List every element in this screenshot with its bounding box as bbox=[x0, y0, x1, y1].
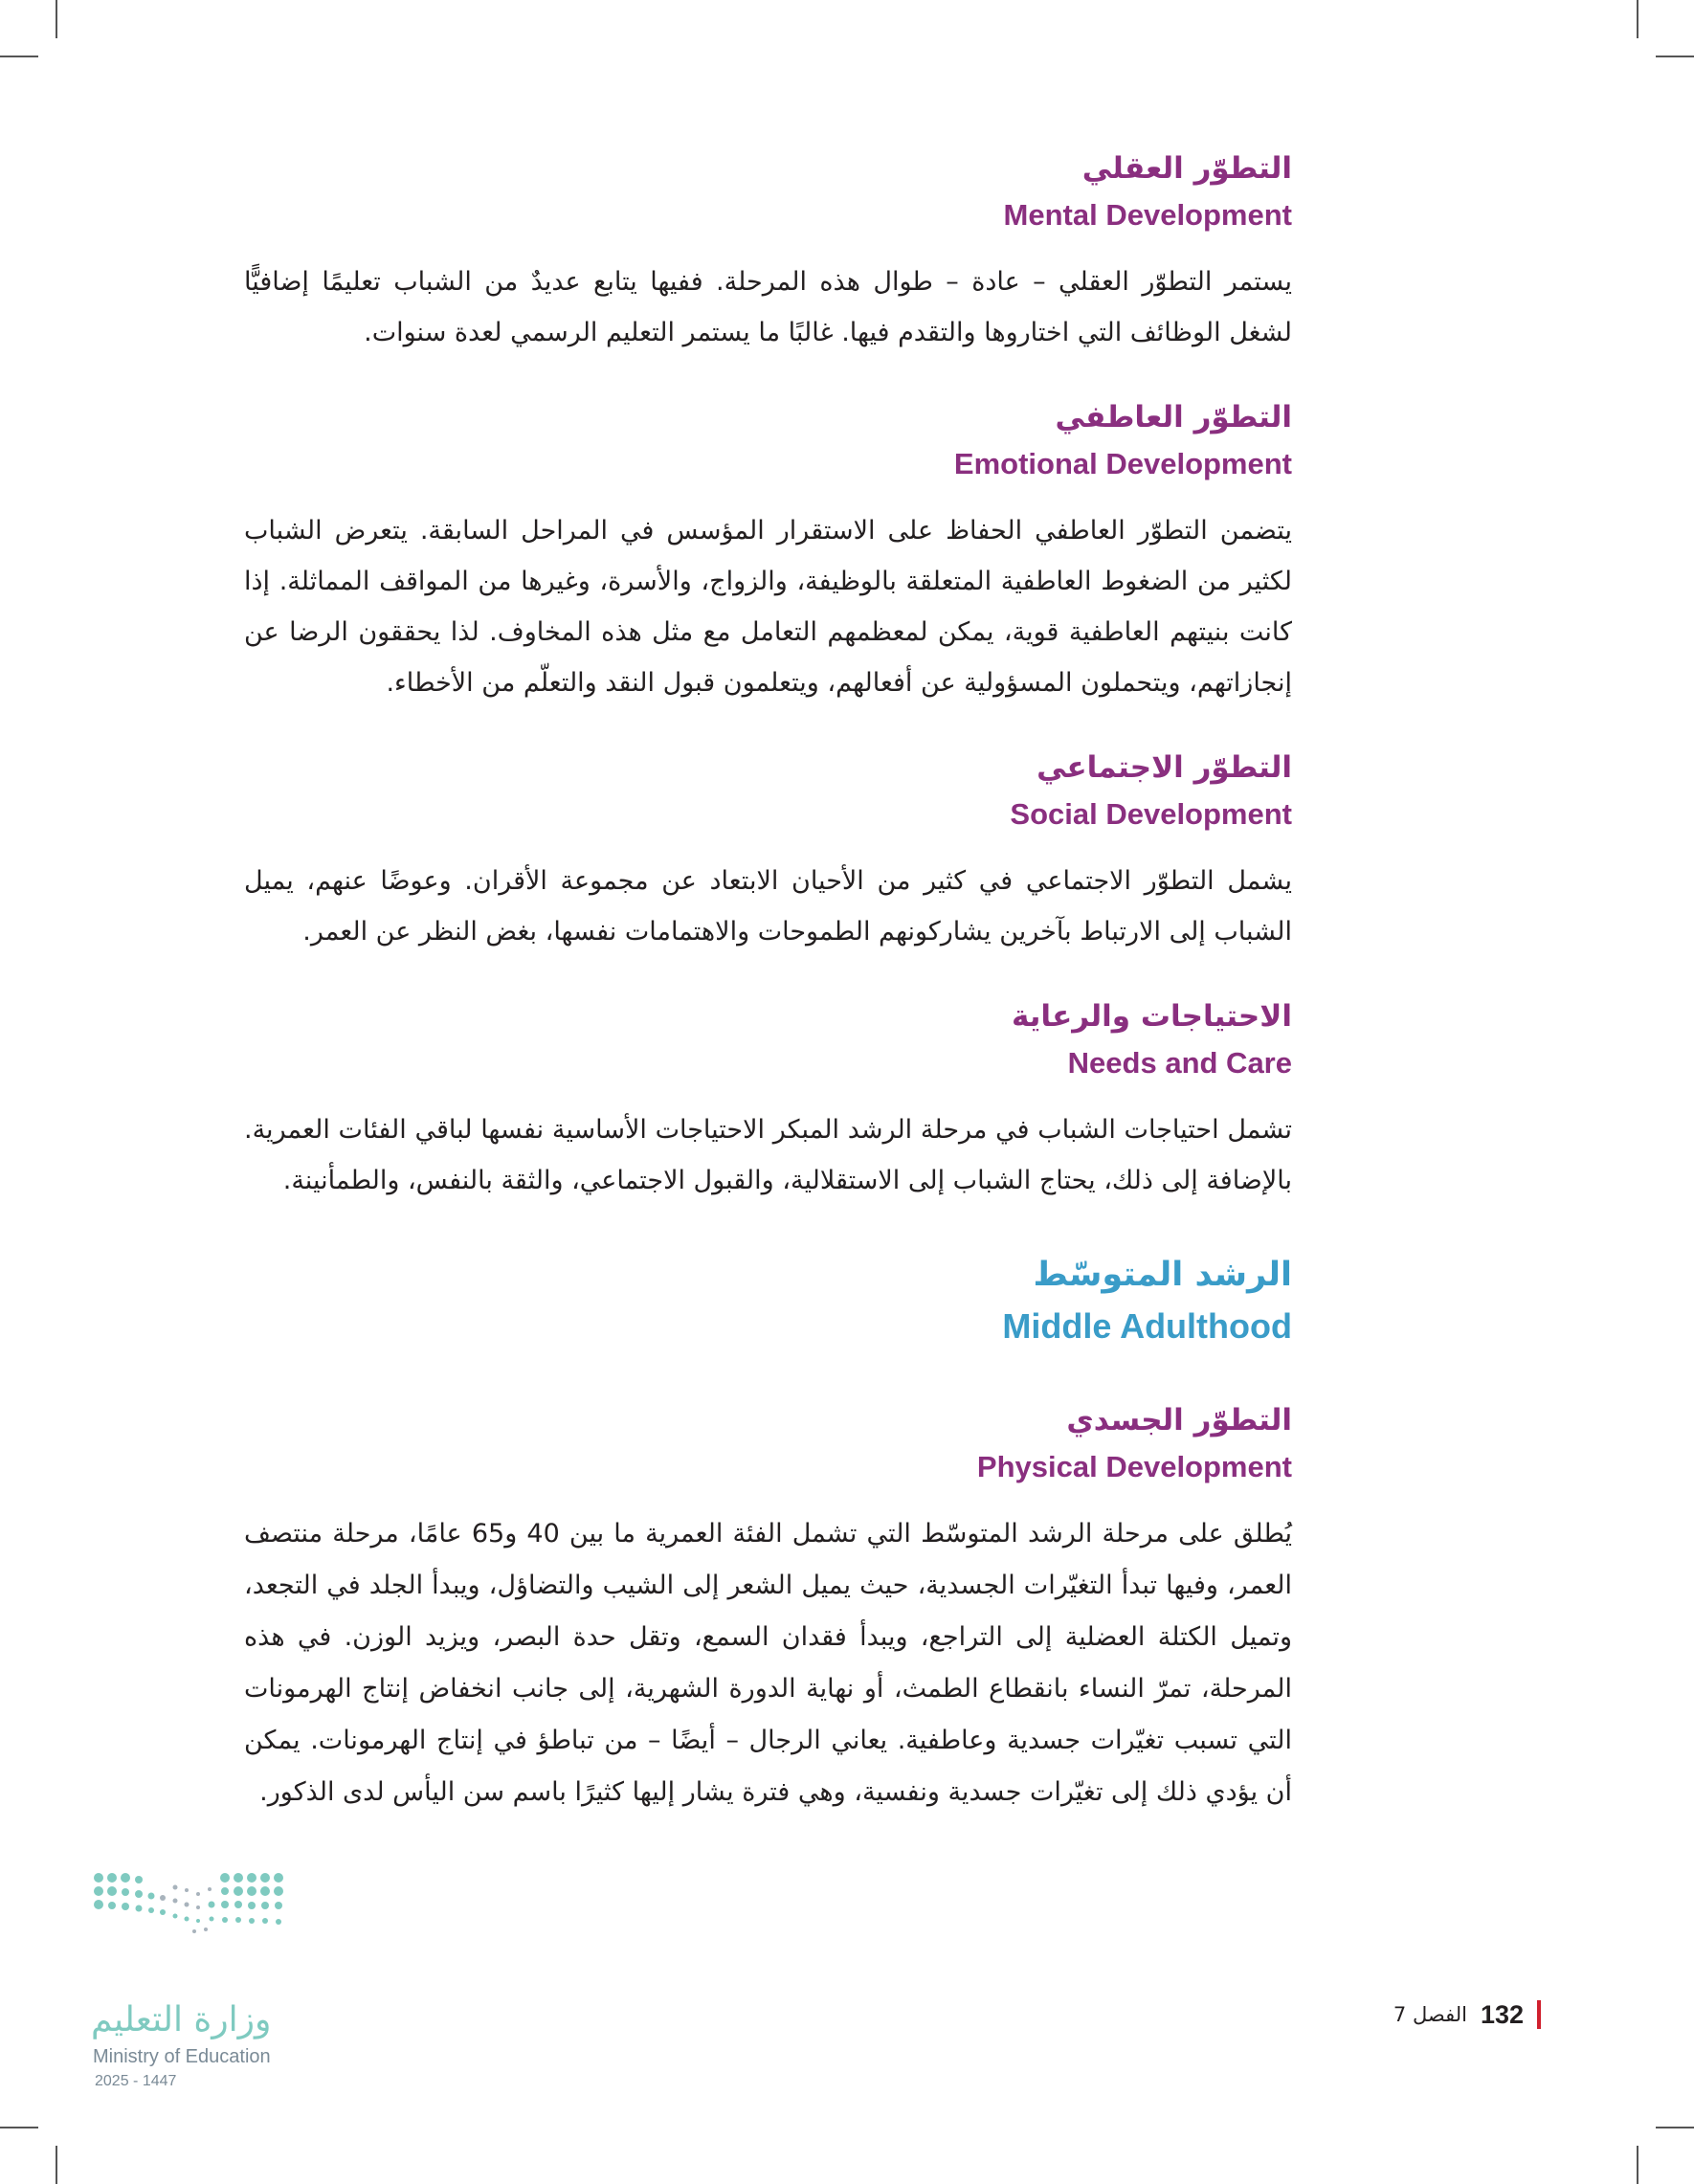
crop-mark bbox=[1637, 0, 1638, 38]
crop-mark bbox=[56, 2146, 57, 2184]
section-physical bbox=[244, 1395, 1292, 1818]
page-footer bbox=[1311, 1991, 1541, 2039]
section-heading-ar: التطوّر الاجتماعي bbox=[1036, 750, 1292, 785]
section-paragraph: تشمل احتياجات الشباب في مرحلة الرشد المبكر الاحتياجات الأساسية نفسها لباقي الفئات العمرية. بالإضافة إلى ذلك، يحتاج الشباب إلى الاستقلالية، والقبول الاجتماعي، والثقة بالنفس، والطمأنينة. bbox=[244, 1115, 1292, 1195]
section-emotional bbox=[244, 392, 1292, 708]
crop-mark bbox=[1637, 2146, 1638, 2184]
major-heading-ar: الرشد المتوسّط bbox=[1033, 1256, 1292, 1294]
section-paragraph: يُطلق على مرحلة الرشد المتوسّط التي تشمل الفئة العمرية ما بين 40 و65 عامًا، مرحلة منتصف العمر، وفيها تبدأ التغيّرات الجسدية، حيث يميل الشعر إلى الشيب والتضاؤل، ويبدأ الجلد في التجعد، وتميل الكتلة العضلية إلى التراجع، ويبدأ فقدان السمع، وتقل حدة البصر، ويزيد الوزن. في هذه المرحلة، تمرّ النساء بانقطاع الطمث، أو نهاية الدورة الشهرية، إلى جانب انخفاض إنتاج الهرمونات التي تسبب تغيّرات جسدية وعاطفية. يعاني الرجال – أيضًا – من تباطؤ في إنتاج الهرمونات. يمكن أن يؤدي ذلك إلى تغيّرات جسدية ونفسية، وهي فترة يشار إليها كثيرًا باسم سن اليأس لدى الذكور. bbox=[244, 1519, 1292, 1807]
section-paragraph: يتضمن التطوّر العاطفي الحفاظ على الاستقرار المؤسس في المراحل السابقة. يتعرض الشباب لكثير من الضغوط العاطفية المتعلقة بالوظيفة، والزواج، والأسرة، وغيرها من المواقف المماثلة. إذا كانت بنيتهم العاطفية قوية، يمكن لمعظمهم التعامل مع مثل هذه المخاوف. لذا يحققون الرضا عن إنجازاتهم، ويتحملون المسؤولية عن أفعالهم، ويتعلمون قبول النقد والتعلّم من الأخطاء. bbox=[244, 516, 1292, 698]
major-heading-en: Middle Adulthood bbox=[1002, 1306, 1292, 1346]
section-heading-ar: التطوّر الجسدي bbox=[1066, 1403, 1292, 1437]
page-content bbox=[244, 144, 1292, 1818]
crop-mark bbox=[0, 2127, 38, 2128]
section-heading-en: Physical Development bbox=[976, 1450, 1292, 1483]
section-heading-en: Emotional Development bbox=[953, 447, 1292, 480]
major-section-middle-adulthood bbox=[244, 1248, 1292, 1351]
section-paragraph: يستمر التطوّر العقلي – عادة – طوال هذه المرحلة. ففيها يتابع عديدٌ من الشباب تعليمًا إضافيًّا لشغل الوظائف التي اختاروها والتقدم فيها. غالبًا ما يستمر التعليم الرسمي لعدة سنوات. bbox=[244, 267, 1292, 347]
section-heading-ar: التطوّر العاطفي bbox=[1055, 400, 1292, 435]
section-heading-en: Needs and Care bbox=[1067, 1046, 1292, 1080]
section-mental bbox=[244, 144, 1292, 358]
section-paragraph: يشمل التطوّر الاجتماعي في كثير من الأحيان الابتعاد عن مجموعة الأقران. وعوضًا عنهم، يميل الشباب إلى الارتباط بآخرين يشاركونهم الطموحات والاهتمامات نفسها، بغض النظر عن العمر. bbox=[244, 866, 1292, 947]
page-number: 132 bbox=[1480, 1999, 1524, 2029]
logo-name-ar: وزارة التعليم bbox=[91, 2000, 272, 2039]
accent-bar bbox=[1537, 2000, 1541, 2029]
crop-mark bbox=[1656, 56, 1694, 57]
crop-mark bbox=[56, 0, 57, 38]
section-heading-en: Mental Development bbox=[1003, 198, 1292, 232]
section-social bbox=[244, 743, 1292, 957]
logo-name-en: Ministry of Education bbox=[93, 2046, 271, 2067]
chapter-label: الفصل 7 bbox=[1393, 2003, 1467, 2026]
section-needs bbox=[244, 992, 1292, 1206]
crop-mark bbox=[0, 56, 38, 57]
section-heading-ar: الاحتياجات والرعاية bbox=[1011, 999, 1292, 1034]
crop-mark bbox=[1656, 2127, 1694, 2128]
section-heading-en: Social Development bbox=[1010, 797, 1292, 831]
logo-year: 2025 - 1447 bbox=[95, 2073, 177, 2089]
ministry-logo-icon bbox=[91, 1866, 311, 2000]
section-heading-ar: التطوّر العقلي bbox=[1081, 151, 1292, 186]
